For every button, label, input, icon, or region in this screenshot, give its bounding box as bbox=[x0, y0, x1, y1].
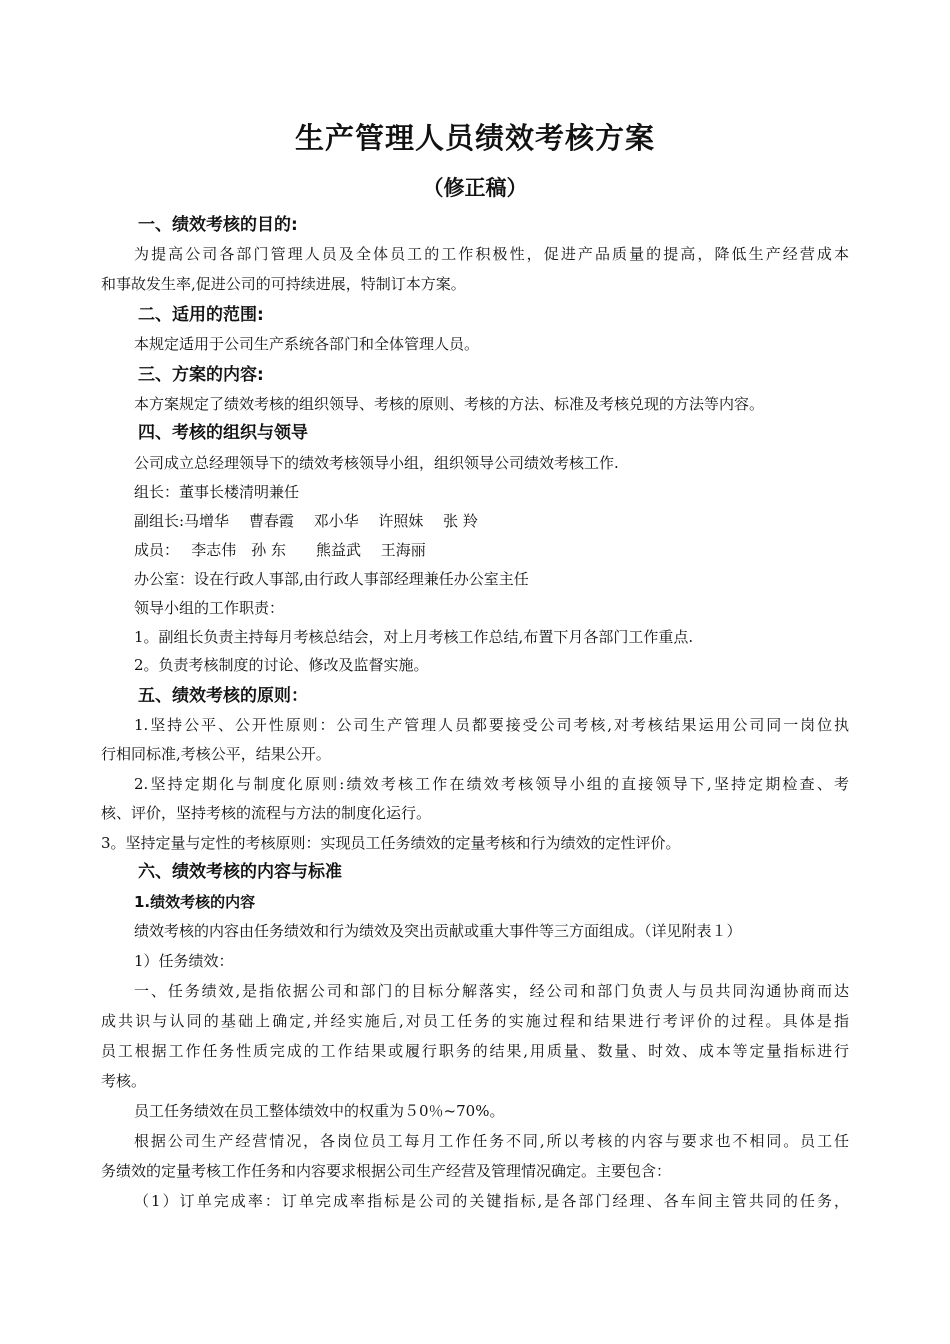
section-6-line: 员工任务绩效在员工整体绩效中的权重为５0％~70%。 bbox=[134, 1102, 505, 1120]
section-6-line: 1）任务绩效： bbox=[134, 952, 234, 970]
section-4-heading: 四、考核的组织与领导 bbox=[138, 423, 308, 443]
section-6-subheading: 1.绩效考核的内容 bbox=[134, 893, 256, 911]
section-5-heading: 五、绩效考核的原则： bbox=[138, 686, 308, 706]
section-5-paragraph-line: 3。坚持定量与定性的考核原则：实现员工任务绩效的定量考核和行为绩效的定性评价。 bbox=[101, 834, 681, 852]
section-2-heading: 二、适用的范围: bbox=[138, 305, 264, 325]
section-6-paragraph-line: 务绩效的定量考核工作任务和内容要求根据公司生产经营及管理情况确定。主要包含： bbox=[101, 1162, 672, 1180]
section-6-paragraph-line: 一、任务绩效,是指依据公司和部门的目标分解落实，经公司和部门负责人与员共同沟通协商而达 bbox=[134, 982, 849, 1000]
section-5-paragraph-line: 1.坚持公平、公开性原则：公司生产管理人员都要接受公司考核,对考核结果运用公司同一岗位执 bbox=[134, 716, 849, 734]
section-5-paragraph-line: 核、评价，坚持考核的流程与方法的制度化运行。 bbox=[101, 804, 432, 822]
section-6-paragraph-line: 成共识与认同的基础上确定,并经实施后,对员工任务的实施过程和结果进行考评价的过程。具体是指 bbox=[101, 1012, 849, 1030]
section-6-paragraph-line: 根据公司生产经营情况，各岗位员工每月工作任务不同,所以考核的内容与要求也不相同。员工任 bbox=[134, 1132, 849, 1150]
document-subtitle: （修正稿） bbox=[422, 176, 528, 200]
section-6-line: （1）订单完成率：订单完成率指标是公司的关键指标,是各部门经理、各车间主管共同的任务， bbox=[134, 1192, 849, 1210]
section-1-heading: 一、绩效考核的目的: bbox=[138, 215, 298, 235]
document-title: 生产管理人员绩效考核方案 bbox=[294, 121, 655, 155]
section-3-paragraph: 本方案规定了绩效考核的组织领导、考核的原则、考核的方法、标准及考核兑现的方法等内容。 bbox=[134, 395, 765, 413]
section-5-paragraph-line: 行相同标准,考核公平，结果公开。 bbox=[101, 745, 331, 763]
section-3-heading: 三、方案的内容: bbox=[138, 365, 264, 385]
section-5-paragraph-line: 2.坚持定期化与制度化原则:绩效考核工作在绩效考核领导小组的直接领导下,坚持定期检查、考 bbox=[134, 775, 849, 793]
section-4-line: 副组长:马增华 曹春霞 邓小华 许照妹 张 羚 bbox=[134, 512, 478, 530]
section-6-heading: 六、绩效考核的内容与标准 bbox=[138, 862, 342, 882]
section-4-line: 领导小组的工作职责： bbox=[134, 599, 285, 617]
section-4-line: 成员： 李志伟 孙 东 熊益武 王海丽 bbox=[134, 541, 426, 559]
section-4-line: 组长：董事长楼清明兼任 bbox=[134, 483, 300, 501]
section-4-line: 2。负责考核制度的讨论、修改及监督实施。 bbox=[134, 656, 429, 674]
section-4-line: 办公室：设在行政人事部,由行政人事部经理兼任办公室主任 bbox=[134, 570, 529, 588]
section-4-line: 公司成立总经理领导下的绩效考核领导小组，组织领导公司绩效考核工作. bbox=[134, 454, 619, 472]
section-1-paragraph-line: 为提高公司各部门管理人员及全体员工的工作积极性，促进产品质量的提高，降低生产经营成本 bbox=[134, 245, 849, 263]
section-6-line: 绩效考核的内容由任务绩效和行为绩效及突出贡献或重大事件等三方面组成。（详见附表１） bbox=[134, 922, 742, 940]
section-2-paragraph: 本规定适用于公司生产系统各部门和全体管理人员。 bbox=[134, 335, 480, 353]
section-1-paragraph-line: 和事故发生率,促进公司的可持续进展，特制订本方案。 bbox=[101, 275, 466, 293]
section-6-paragraph-line: 考核。 bbox=[101, 1072, 147, 1090]
section-6-paragraph-line: 员工根据工作任务性质完成的工作结果或履行职务的结果,用质量、数量、时效、成本等定量指标进行 bbox=[101, 1042, 849, 1060]
section-4-line: 1。副组长负责主持每月考核总结会，对上月考核工作总结,布置下月各部门工作重点. bbox=[134, 628, 694, 646]
